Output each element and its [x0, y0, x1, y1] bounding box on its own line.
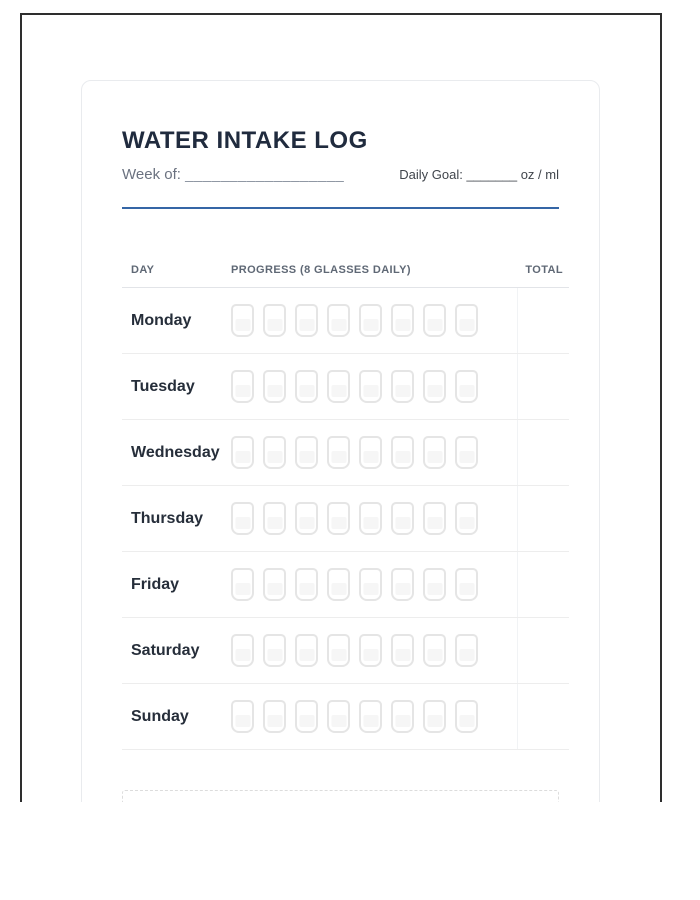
glasses-row [231, 634, 517, 667]
glass-cell[interactable] [231, 502, 254, 535]
total-cell [517, 354, 569, 419]
glass-cell[interactable] [263, 502, 286, 535]
glass-cell[interactable] [327, 700, 350, 733]
table-row [122, 486, 569, 552]
glass-cell[interactable] [263, 700, 286, 733]
glasses-row [231, 700, 517, 733]
log-card [81, 80, 600, 802]
glass-cell[interactable] [263, 436, 286, 469]
glass-cell[interactable] [263, 568, 286, 601]
table-row [122, 552, 569, 618]
glass-cell[interactable] [359, 568, 382, 601]
daily-goal-field [399, 165, 559, 185]
glass-cell[interactable] [391, 436, 414, 469]
glass-cell[interactable] [231, 436, 254, 469]
glass-cell[interactable] [295, 304, 318, 337]
page-frame [20, 13, 662, 802]
glass-cell[interactable] [327, 370, 350, 403]
column-header-total: TOTAL [525, 264, 563, 276]
total-cell [517, 288, 569, 353]
table-row [122, 354, 569, 420]
glass-cell[interactable] [359, 634, 382, 667]
glass-cell[interactable] [391, 700, 414, 733]
day-label: Monday [131, 311, 192, 329]
glass-cell[interactable] [295, 370, 318, 403]
glass-cell[interactable] [327, 304, 350, 337]
glass-cell[interactable] [295, 634, 318, 667]
week-of-field [122, 165, 344, 185]
glass-cell[interactable] [423, 502, 446, 535]
glass-cell[interactable] [423, 634, 446, 667]
glass-cell[interactable] [231, 304, 254, 337]
daily-goal-blank-line: _______ [466, 167, 518, 182]
daily-goal-unit: oz / ml [520, 167, 559, 182]
glasses-row [231, 304, 517, 337]
glass-cell[interactable] [391, 634, 414, 667]
day-label: Sunday [131, 707, 189, 725]
glass-cell[interactable] [455, 436, 478, 469]
glass-cell[interactable] [359, 370, 382, 403]
glass-cell[interactable] [231, 568, 254, 601]
glass-cell[interactable] [359, 304, 382, 337]
glass-cell[interactable] [423, 304, 446, 337]
table-row [122, 618, 569, 684]
glass-cell[interactable] [231, 700, 254, 733]
glass-cell[interactable] [455, 370, 478, 403]
table-row [122, 420, 569, 486]
glass-cell[interactable] [359, 436, 382, 469]
total-cell [517, 486, 569, 551]
total-cell [517, 618, 569, 683]
glasses-row [231, 370, 517, 403]
day-label: Thursday [131, 509, 204, 527]
meta-row [122, 165, 559, 185]
column-header-progress: PROGRESS (8 GLASSES DAILY) [231, 264, 411, 276]
glass-cell[interactable] [423, 568, 446, 601]
glass-cell[interactable] [327, 634, 350, 667]
day-label: Saturday [131, 641, 200, 659]
water-log-table [122, 259, 569, 750]
day-label: Tuesday [131, 377, 195, 395]
total-cell [517, 420, 569, 485]
glass-cell[interactable] [327, 568, 350, 601]
glass-cell[interactable] [295, 700, 318, 733]
glass-cell[interactable] [231, 634, 254, 667]
glass-cell[interactable] [391, 304, 414, 337]
week-of-blank-line: __________________ [185, 166, 345, 183]
glass-cell[interactable] [455, 700, 478, 733]
glasses-row [231, 568, 517, 601]
glass-cell[interactable] [359, 502, 382, 535]
glass-cell[interactable] [263, 304, 286, 337]
glass-cell[interactable] [231, 370, 254, 403]
glass-cell[interactable] [455, 304, 478, 337]
glass-cell[interactable] [391, 502, 414, 535]
total-cell [517, 684, 569, 749]
table-row [122, 288, 569, 354]
glass-cell[interactable] [263, 370, 286, 403]
notes-dashed-box [122, 790, 559, 802]
column-header-day: DAY [131, 264, 155, 276]
glass-cell[interactable] [423, 700, 446, 733]
glass-cell[interactable] [455, 502, 478, 535]
table-row [122, 684, 569, 750]
glass-cell[interactable] [391, 370, 414, 403]
glass-cell[interactable] [423, 436, 446, 469]
week-of-label: Week of: [122, 166, 181, 183]
day-label: Wednesday [131, 443, 220, 461]
glass-cell[interactable] [263, 634, 286, 667]
day-label: Friday [131, 575, 180, 593]
glass-cell[interactable] [423, 370, 446, 403]
glass-cell[interactable] [455, 634, 478, 667]
glass-cell[interactable] [295, 502, 318, 535]
table-header-row [122, 259, 569, 288]
glass-cell[interactable] [327, 502, 350, 535]
total-cell [517, 552, 569, 617]
glass-cell[interactable] [359, 700, 382, 733]
glass-cell[interactable] [295, 568, 318, 601]
glass-cell[interactable] [295, 436, 318, 469]
daily-goal-label: Daily Goal: [399, 167, 463, 182]
glasses-row [231, 436, 517, 469]
glass-cell[interactable] [391, 568, 414, 601]
glass-cell[interactable] [455, 568, 478, 601]
page-title: WATER INTAKE LOG [122, 127, 368, 154]
glass-cell[interactable] [327, 436, 350, 469]
glasses-row [231, 502, 517, 535]
accent-divider [122, 207, 559, 209]
